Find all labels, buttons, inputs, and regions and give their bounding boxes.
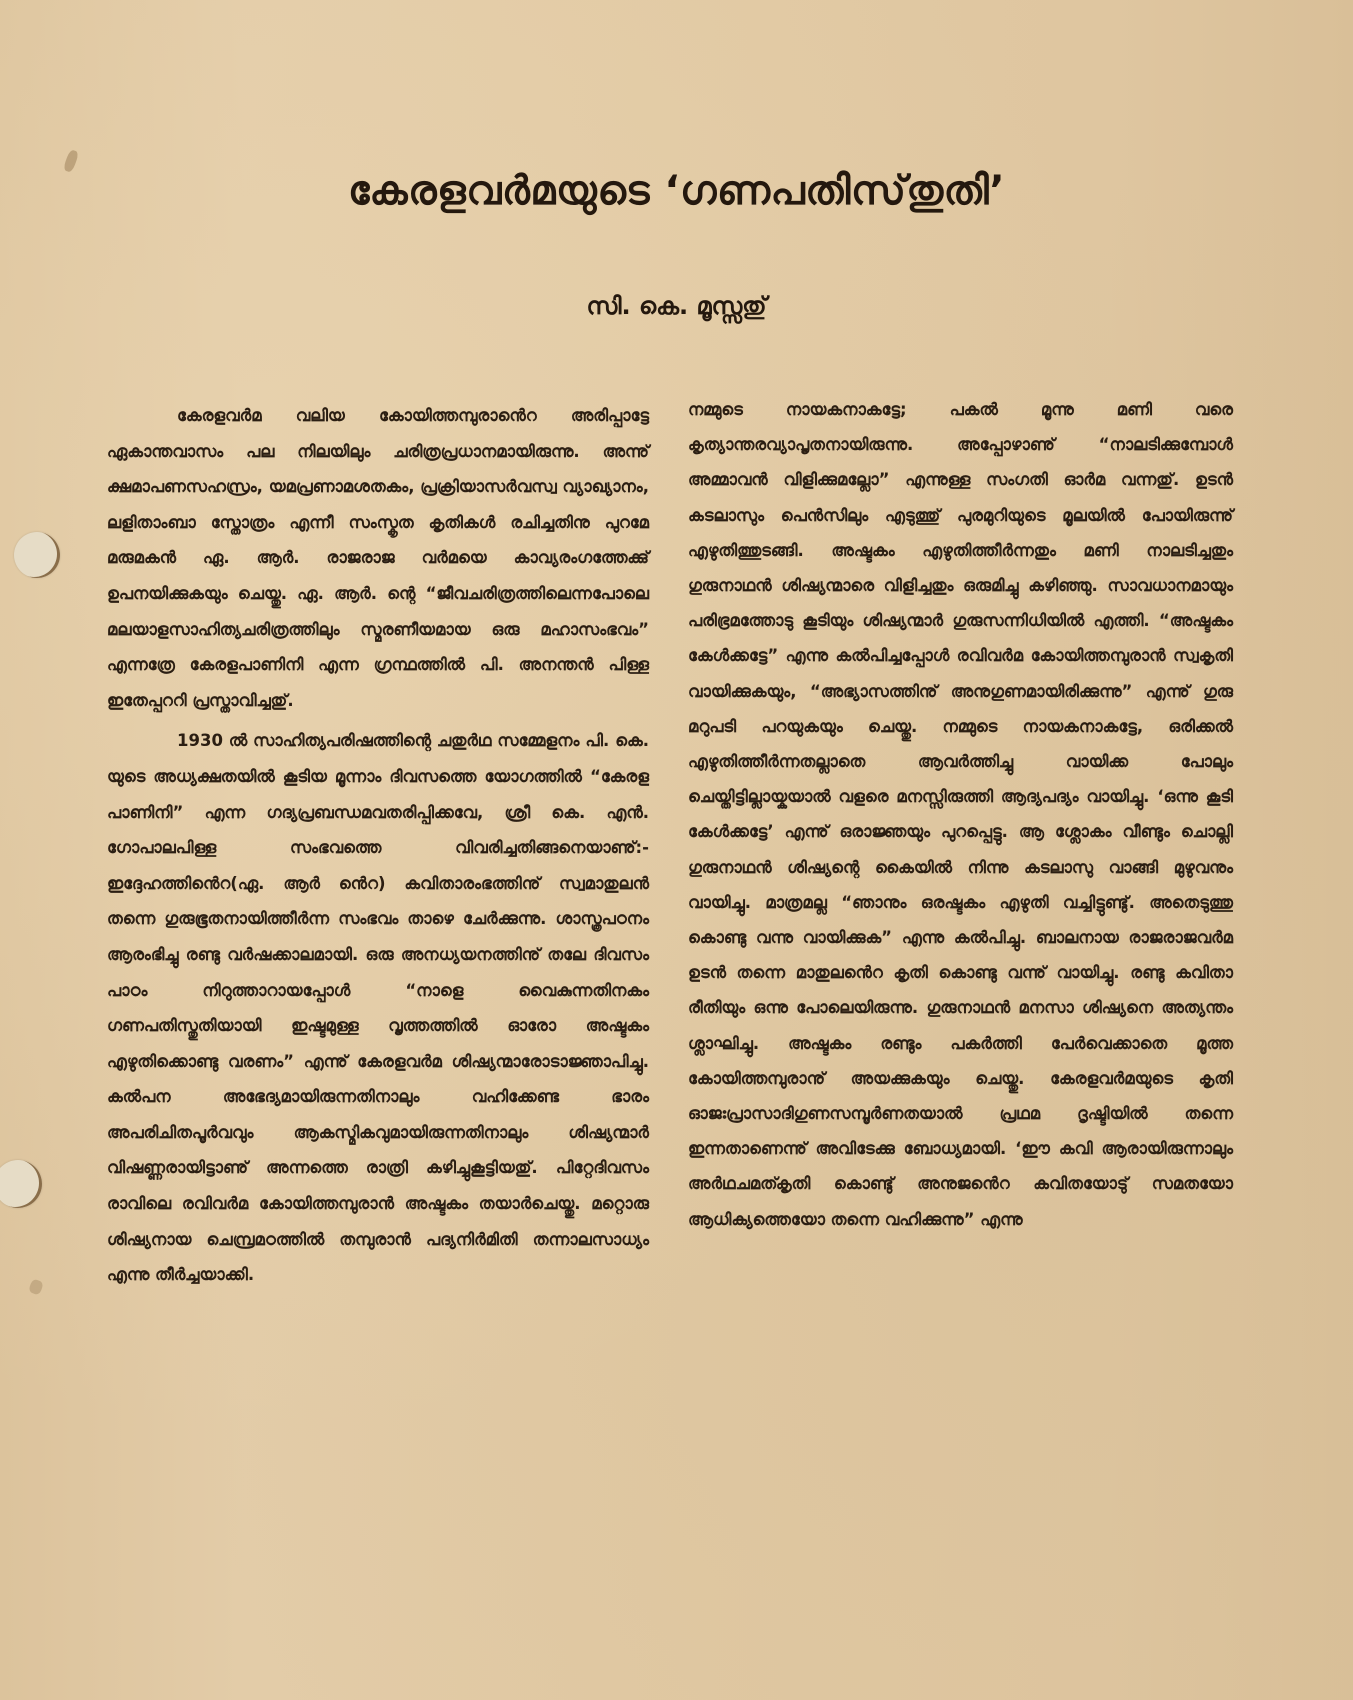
- paragraph: കേരളവർമ വലിയ കോയിത്തമ്പുരാൻെറ അരിപ്പാട്ടേ ഏകാന്തവാസം പല നിലയിലും ചരിത്രപ്രധാനമായിരുന്നു. അന്നു് ക്ഷമാപണസഹസ്രം, യമപ്രണാമശതകം, പ്രക്രിയാസർവസ്വ വ്യാഖ്യാനം, ലളിതാംബാ സ്തോത്രം എന്നീ സംസ്കൃത കൃതികൾ രചിച്ചതിനു പുറമേ മരുമകൻ ഏ. ആർ. രാജരാജ വർമയെ കാവ്യരംഗത്തേക്കു് ഉപനയിക്കുകയും ചെയ്തു. ഏ. ആർ. ന്റെ “ജീവചരിത്രത്തിലെന്നപോലെ മലയാളസാഹിത്യചരിത്രത്തിലും സ്മരണീയമായ ഒരു മഹാസംഭവം” എന്നത്രേ കേരളപാണിനി എന്ന ഗ്രന്ഥത്തിൽ പി. അനന്തൻ പിള്ള ഇതേപ്പററി പ്രസ്താവിച്ചതു്.: [107, 406, 649, 710]
- ink-smudge: [28, 1278, 44, 1295]
- punch-hole: [0, 1160, 42, 1208]
- paragraph: നമ്മുടെ നായകനാകട്ടേ; പകൽ മൂന്നു മണി വരെ കൃത്യാന്തരവ്യാപൃതനായിരുന്നു. അപ്പോഴാണു് “നാലടിക്കുമ്പോൾ അമ്മാവൻ വിളിക്കുമല്ലോ” എന്നുള്ള സംഗതി ഓർമ വന്നതു്. ഉടൻ കടലാസും പെൻസിലും എടുത്തു് പുരമുറിയുടെ മൂലയിൽ പോയിരുന്നു് എഴുതിത്തുടങ്ങി. അഷ്ടകം എഴുതിത്തീർന്നതും മണി നാലടിച്ചതും ഗുരുനാഥൻ ശിഷ്യന്മാരെ വിളിച്ചതും ഒരുമിച്ചു കഴിഞ്ഞു. സാവധാനമായും പരിഭ്രമത്തോടു കൂടിയും ശിഷ്യന്മാർ ഗുരുസന്നിധിയിൽ എത്തി. “അഷ്ടകം കേൾക്കട്ടേ” എന്നു കൽപിച്ചപ്പോൾ രവിവർമ കോയിത്തമ്പുരാൻ സ്വകൃതി വായിക്കുകയും, “അഭ്യാസത്തിനു് അനുഗുണമായിരിക്കുന്നു” എന്നു് ഗുരു മറുപടി പറയുകയും ചെയ്തു. നമ്മുടെ നായകനാകട്ടേ, ഒരിക്കൽ എഴുതിത്തീർന്നതല്ലാതെ ആവർത്തിച്ചു വായിക്ക പോലും ചെയ്തിട്ടില്ലായ്കയാൽ വളരെ മനസ്സിരുത്തി ആദ്യപദ്യം വായിച്ചു. ‘ഒന്നു കൂടി കേൾക്കട്ടേ’ എന്നു് ഒരാജ്ഞയും പുറപ്പെട്ടു. ആ ശ്ലോകം വീണ്ടും ചൊല്ലി ഗുരുനാഥൻ ശിഷ്യന്റെ കൈയിൽ നിന്നു കടലാസു വാങ്ങി മുഴുവനും വായിച്ചു. മാത്രമല്ല “ഞാനും ഒരഷ്ടകം എഴുതി വച്ചിട്ടുണ്ടു്. അതെടുത്തു കൊണ്ടു വന്നു വായിക്കുക” എന്നു കൽപിച്ചു. ബാലനായ രാജരാജവർമ ഉടൻ തന്നെ മാതുലൻെറ കൃതി കൊണ്ടു വന്നു് വായിച്ചു. രണ്ടു കവിതാ രീതിയും ഒന്നു പോലെയിരുന്നു. ഗുരുനാഥൻ മനസാ ശിഷ്യനെ അത്യന്തം ശ്ലാഘിച്ചു. അഷ്ടകം രണ്ടും പകർത്തി പേർവെക്കാതെ മൂത്ത കോയിത്തമ്പുരാനു് അയക്കുകയും ചെയ്തു. കേരളവർമയുടെ കൃതി ഓജഃപ്രാസാദിഗുണസമ്പൂർണതയാൽ പ്രഥമ ദൃഷ്ടിയിൽ തന്നെ ഇന്നതാണെന്നു് അവിടേക്കു ബോധ്യമായി. ‘ഈ കവി ആരായിരുന്നാലും അർഥചമത്കൃതി കൊണ്ടു് അനുജൻെറ കവിതയോടു് സമതയോ ആധിക്യത്തെയോ തന്നെ വഹിക്കുന്നു” എന്നു: [688, 400, 1233, 1229]
- paragraph: 1930 ൽ സാഹിത്യപരിഷത്തിന്റെ ചതുർഥ സമ്മേളനം പി. കെ. യുടെ അധ്യക്ഷതയിൽ കൂടിയ മൂന്നാം ദിവസത്തെ യോഗത്തിൽ “കേരള പാണിനി” എന്ന ഗദ്യപ്രബന്ധമവതരിപ്പിക്കവേ, ശ്രീ കെ. എൻ. ഗോപാലപിള്ള സംഭവത്തെ വിവരിച്ചതിങ്ങനെയാണു്:-ഇദ്ദേഹത്തിൻെറ(ഏ. ആർ ൻെറ) കവിതാരംഭത്തിനു് സ്വമാതുലൻ തന്നെ ഗുരുഭൂതനായിത്തീർന്ന സംഭവം താഴെ ചേർക്കുന്നു. ശാസ്ത്രപഠനം ആരംഭിച്ചു രണ്ടു വർഷക്കാലമായി. ഒരു അനധ്യയനത്തിനു് തലേ ദിവസം പാഠം നിറുത്താറായപ്പോൾ “നാളെ വൈകുന്നതിനകം ഗണപതിസ്തുതിയായി ഇഷ്ടമുള്ള വൃത്തത്തിൽ ഓരോ അഷ്ടകം എഴുതിക്കൊണ്ടു വരണം” എന്നു് കേരളവർമ ശിഷ്യന്മാരോടാജ്ഞാപിച്ചു. കൽപന അഭേദ്യമായിരുന്നതിനാലും വഹിക്കേണ്ട ഭാരം അപരിചിതപൂർവവും ആകസ്മികവുമായിരുന്നതിനാലും ശിഷ്യന്മാർ വിഷണ്ണരായിട്ടാണു് അന്നത്തെ രാത്രി കഴിച്ചുകൂട്ടിയതു്. പിറ്റേദിവസം രാവിലെ രവിവർമ കോയിത്തമ്പുരാൻ അഷ്ടകം തയാർചെയ്തു. മറ്റൊരു ശിഷ്യനായ ചെമ്പ്രമഠത്തിൽ തമ്പുരാൻ പദ്യനിർമിതി തന്നാലസാധ്യം എന്നു തീർച്ചയാക്കി.: [107, 731, 649, 1285]
- left-text-column: [107, 398, 649, 1298]
- article-title: കേരളവർമയുടെ ‘ഗണപതിസ്‌തുതി’: [347, 168, 1006, 214]
- right-text-column: [688, 392, 1233, 1242]
- punch-hole: [14, 532, 60, 578]
- article-author: സി. കെ. മൂസ്സതു്: [586, 292, 767, 320]
